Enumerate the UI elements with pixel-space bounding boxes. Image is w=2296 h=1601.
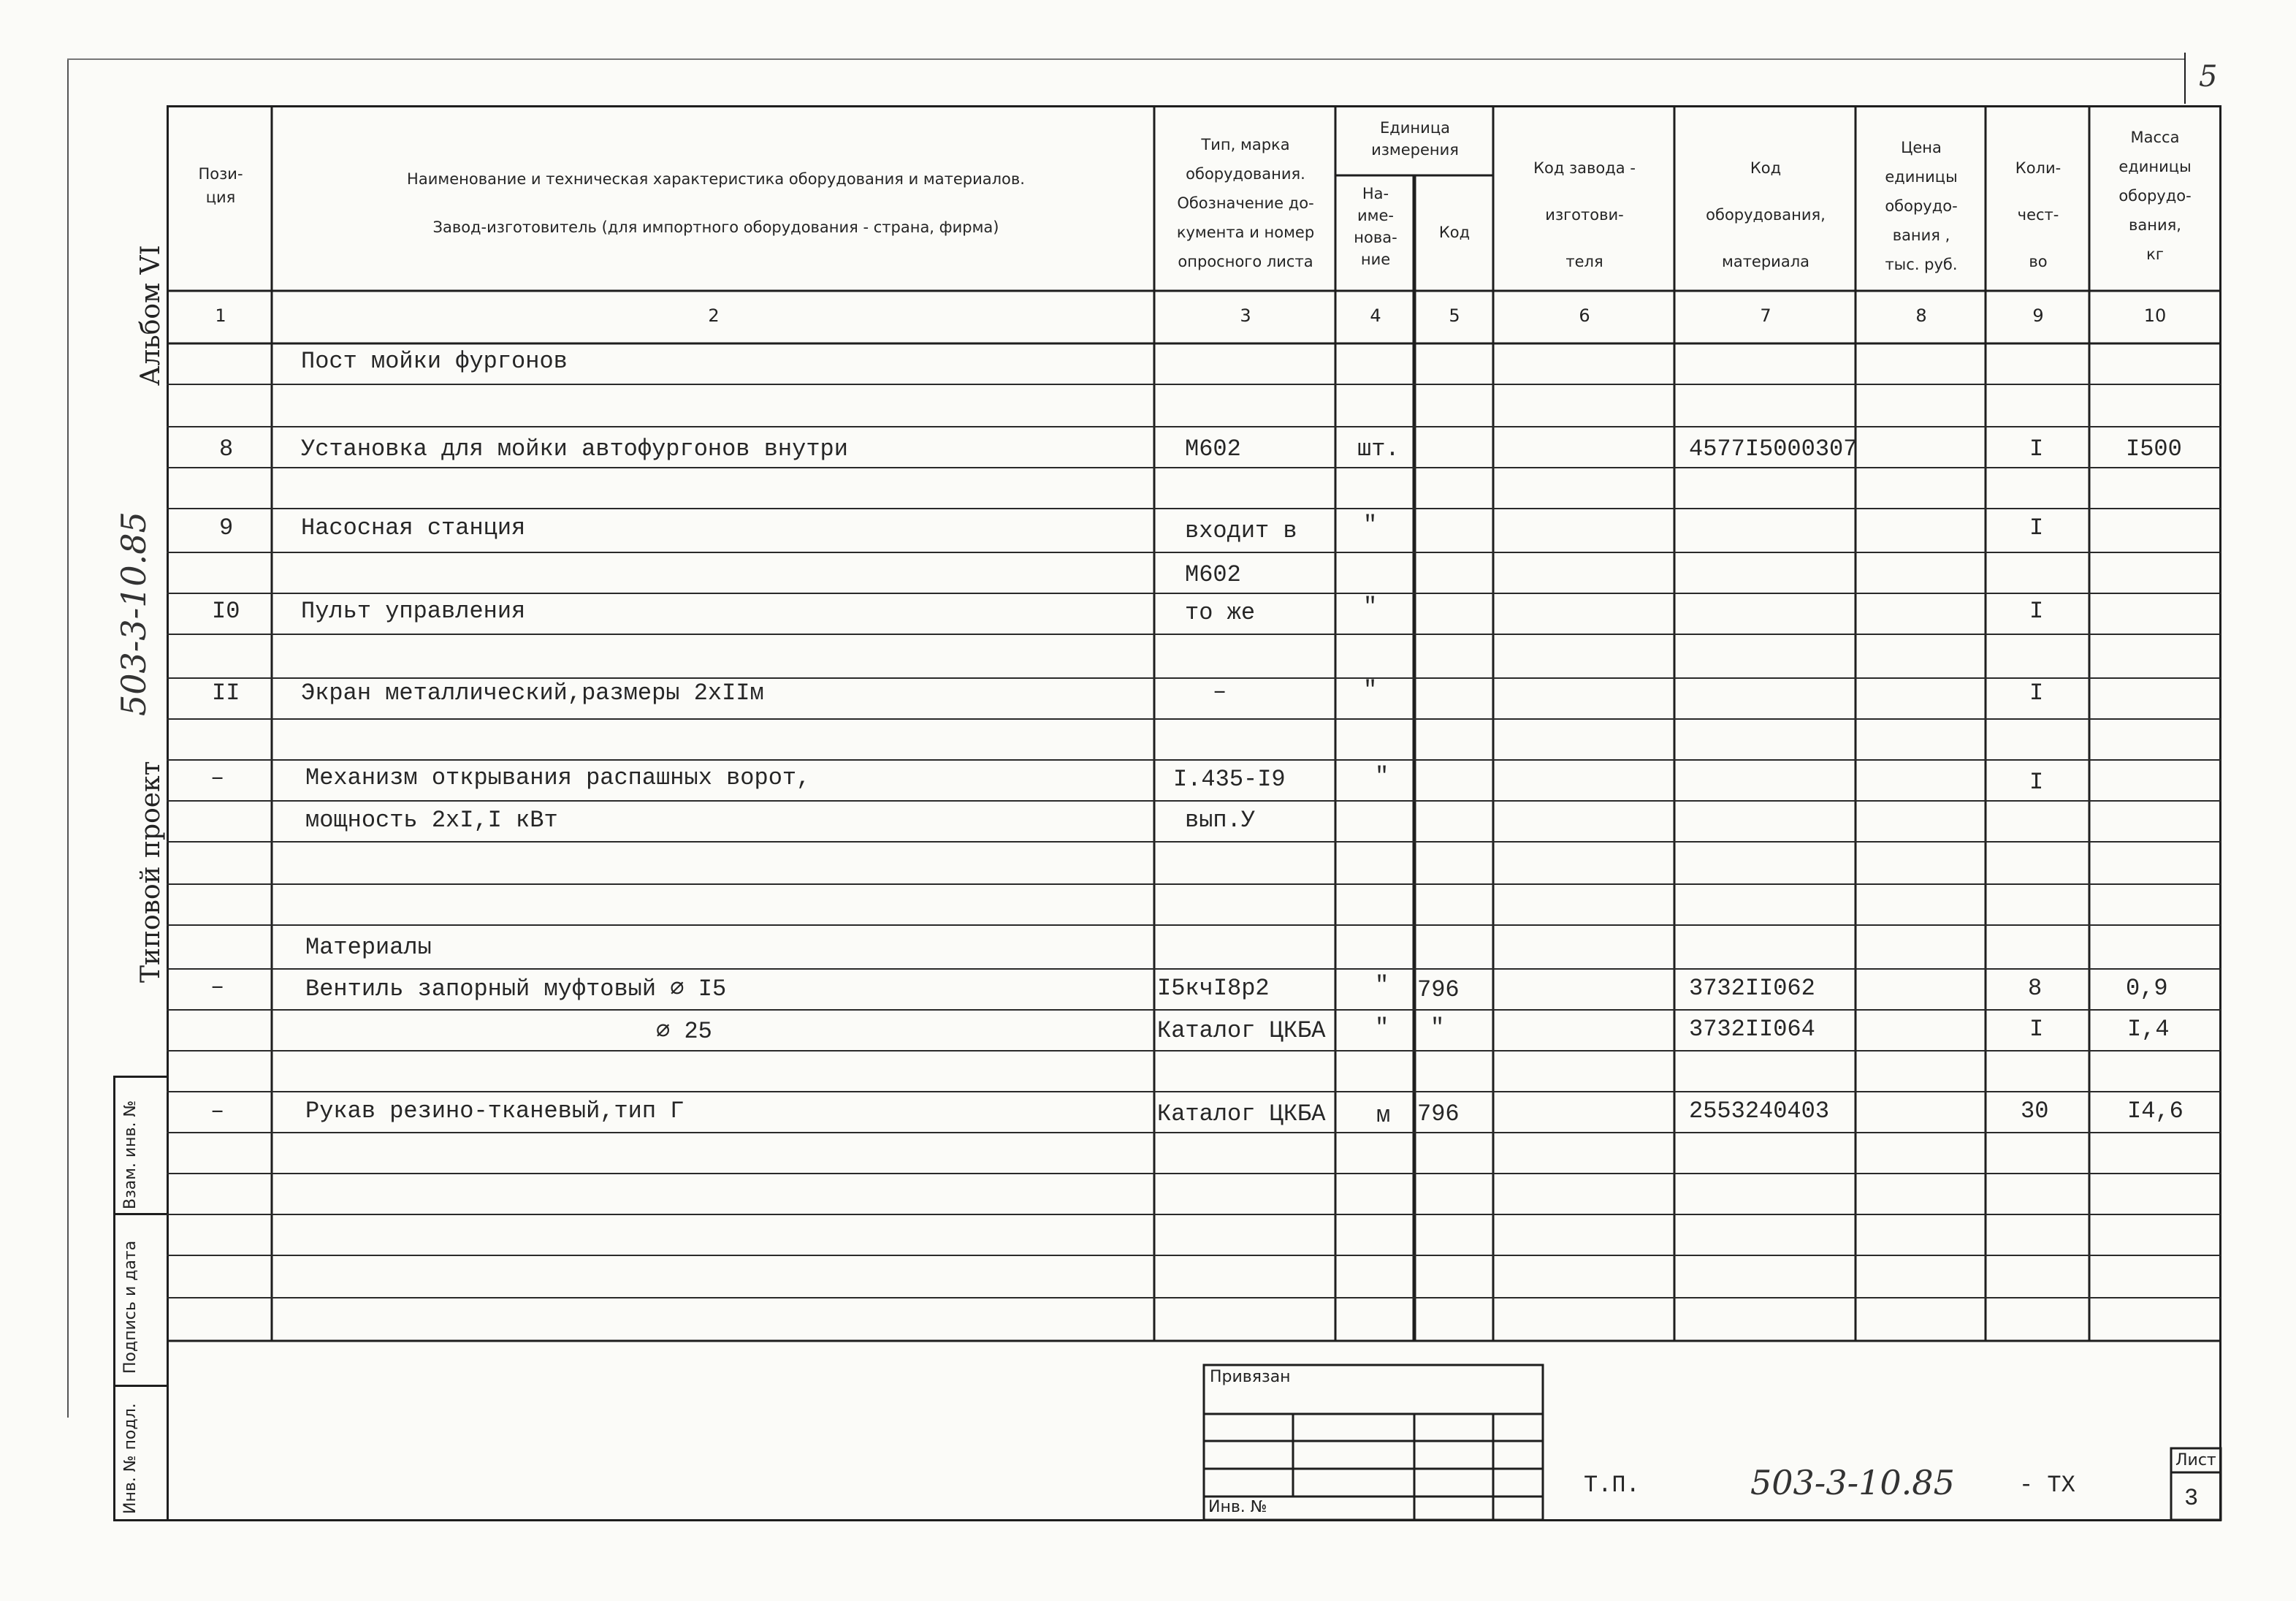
row-type: I5кчI8р2 (1157, 975, 1270, 1002)
row-mass: I,4 (2127, 1016, 2170, 1043)
row-unit: шт. (1357, 436, 1400, 463)
header-material-code: Код оборудования, материала (1706, 159, 1826, 270)
row-name: Механизм открывания распашных ворот, (305, 764, 811, 791)
inventory-label: Инв. № (1208, 1498, 1267, 1516)
row-name: ∅ 25 (656, 1018, 712, 1045)
row-material-code: 3732II062 (1689, 975, 1815, 1002)
document-code: 503-3-10.85 (1750, 1463, 1955, 1502)
row-type: М602 (1185, 561, 1241, 588)
row-quantity: 8 (2028, 975, 2043, 1002)
column-number: 5 (1449, 305, 1460, 326)
row-type: М602 (1185, 436, 1241, 463)
signature-date-label: Подпись и дата (121, 1240, 140, 1374)
row-unit-code: 796 (1417, 976, 1460, 1003)
row-type: Каталог ЦКБА (1157, 1017, 1326, 1044)
row-unit-code: " (1430, 1014, 1445, 1041)
row-quantity: I (2029, 769, 2044, 796)
row-quantity: I (2029, 436, 2044, 463)
row-name: Насосная станция (301, 514, 526, 541)
column-number: 3 (1240, 305, 1251, 326)
original-inv-label: Инв. № подл. (121, 1403, 140, 1514)
row-unit: " (1375, 972, 1389, 999)
sheet-number: 3 (2184, 1485, 2199, 1512)
row-position: 8 (219, 436, 234, 463)
section-title: Пост мойки фургонов (301, 348, 568, 375)
column-number: 8 (1915, 305, 1927, 326)
row-unit: " (1363, 677, 1378, 704)
row-quantity: I (2029, 1016, 2044, 1043)
row-type: Каталог ЦКБА (1157, 1100, 1326, 1127)
header-name: Наименование и техническая характеристика оборудования и материалов. Завод-изготовитель (для импортного оборудования - страна, фирма) (407, 170, 1025, 236)
column-number: 1 (215, 305, 226, 326)
row-name: Установка для мойки автофургонов внутри (301, 436, 848, 463)
row-position: I0 (212, 598, 240, 625)
row-name: мощность 2хI,I кВт (305, 807, 558, 834)
tp-label: Т.П. (1584, 1472, 1640, 1499)
row-material-code: 3732II064 (1689, 1016, 1815, 1043)
row-mass: I4,6 (2127, 1098, 2184, 1125)
row-quantity: 30 (2021, 1098, 2049, 1125)
row-unit: м (1376, 1102, 1391, 1129)
column-number: 9 (2032, 305, 2044, 326)
row-unit: " (1363, 512, 1378, 539)
header-unit-group: Единица измерения (1371, 119, 1459, 159)
document-suffix: - ТХ (2019, 1472, 2075, 1499)
row-name: Экран металлический,размеры 2хIIм (301, 680, 764, 707)
header-price: Цена единицы оборудо- вания , тыс. руб. (1885, 139, 1958, 273)
tied-label: Привязан (1210, 1368, 1291, 1386)
row-name: Вентиль запорный муфтовый ∅ I5 (305, 976, 727, 1003)
header-plant-code: Код завода - изготови- теля (1533, 159, 1636, 270)
row-position: – (210, 764, 225, 791)
row-unit: " (1375, 763, 1389, 790)
column-number: 2 (708, 305, 720, 326)
column-number: 4 (1370, 305, 1381, 326)
row-quantity: I (2029, 680, 2044, 707)
row-position: II (212, 680, 240, 707)
row-material-code: 4577I5000307 (1689, 436, 1858, 463)
section-title: Материалы (305, 934, 432, 961)
row-mass: 0,9 (2126, 975, 2168, 1002)
row-name: Рукав резино-тканевый,тип Г (305, 1098, 684, 1125)
row-type: – (1213, 678, 1227, 705)
replace-inv-label: Взам. инв. № (121, 1100, 140, 1209)
row-unit-code: 796 (1417, 1100, 1460, 1127)
column-number: 10 (2143, 305, 2167, 326)
row-quantity: I (2029, 514, 2044, 541)
row-mass: I500 (2126, 436, 2182, 463)
header-type: Тип, марка оборудования. Обозначение до- кумента и номер опросного листа (1176, 136, 1315, 270)
row-name: Пульт управления (301, 598, 526, 625)
row-material-code: 2553240403 (1689, 1098, 1830, 1125)
album-label: Альбом VI (136, 245, 166, 386)
typical-project-label: Типовой проект (136, 761, 166, 983)
header-unit-name: На- име- нова- ние (1354, 185, 1397, 268)
row-type: вып.У (1185, 807, 1256, 834)
row-unit: " (1375, 1014, 1389, 1041)
column-number: 6 (1579, 305, 1590, 326)
row-type: I.435-I9 (1173, 766, 1286, 793)
header-position: Пози- ция (198, 165, 243, 206)
row-position: – (210, 1098, 225, 1125)
row-position: – (210, 973, 225, 1000)
sheet-corner-number: 5 (2199, 60, 2218, 94)
header-quantity: Коли- чест- во (2015, 159, 2062, 270)
row-unit: " (1363, 593, 1378, 620)
row-position: 9 (219, 514, 234, 541)
row-type: входит в (1185, 517, 1297, 544)
header-unit-code: Код (1438, 224, 1471, 241)
side-project-code: 503-3-10.85 (114, 512, 153, 716)
row-quantity: I (2029, 598, 2044, 625)
header-mass: Масса единицы оборудо- вания, кг (2118, 129, 2192, 263)
column-number: 7 (1760, 305, 1771, 326)
sheet-label: Лист (2175, 1451, 2216, 1469)
row-type: то же (1185, 599, 1256, 626)
